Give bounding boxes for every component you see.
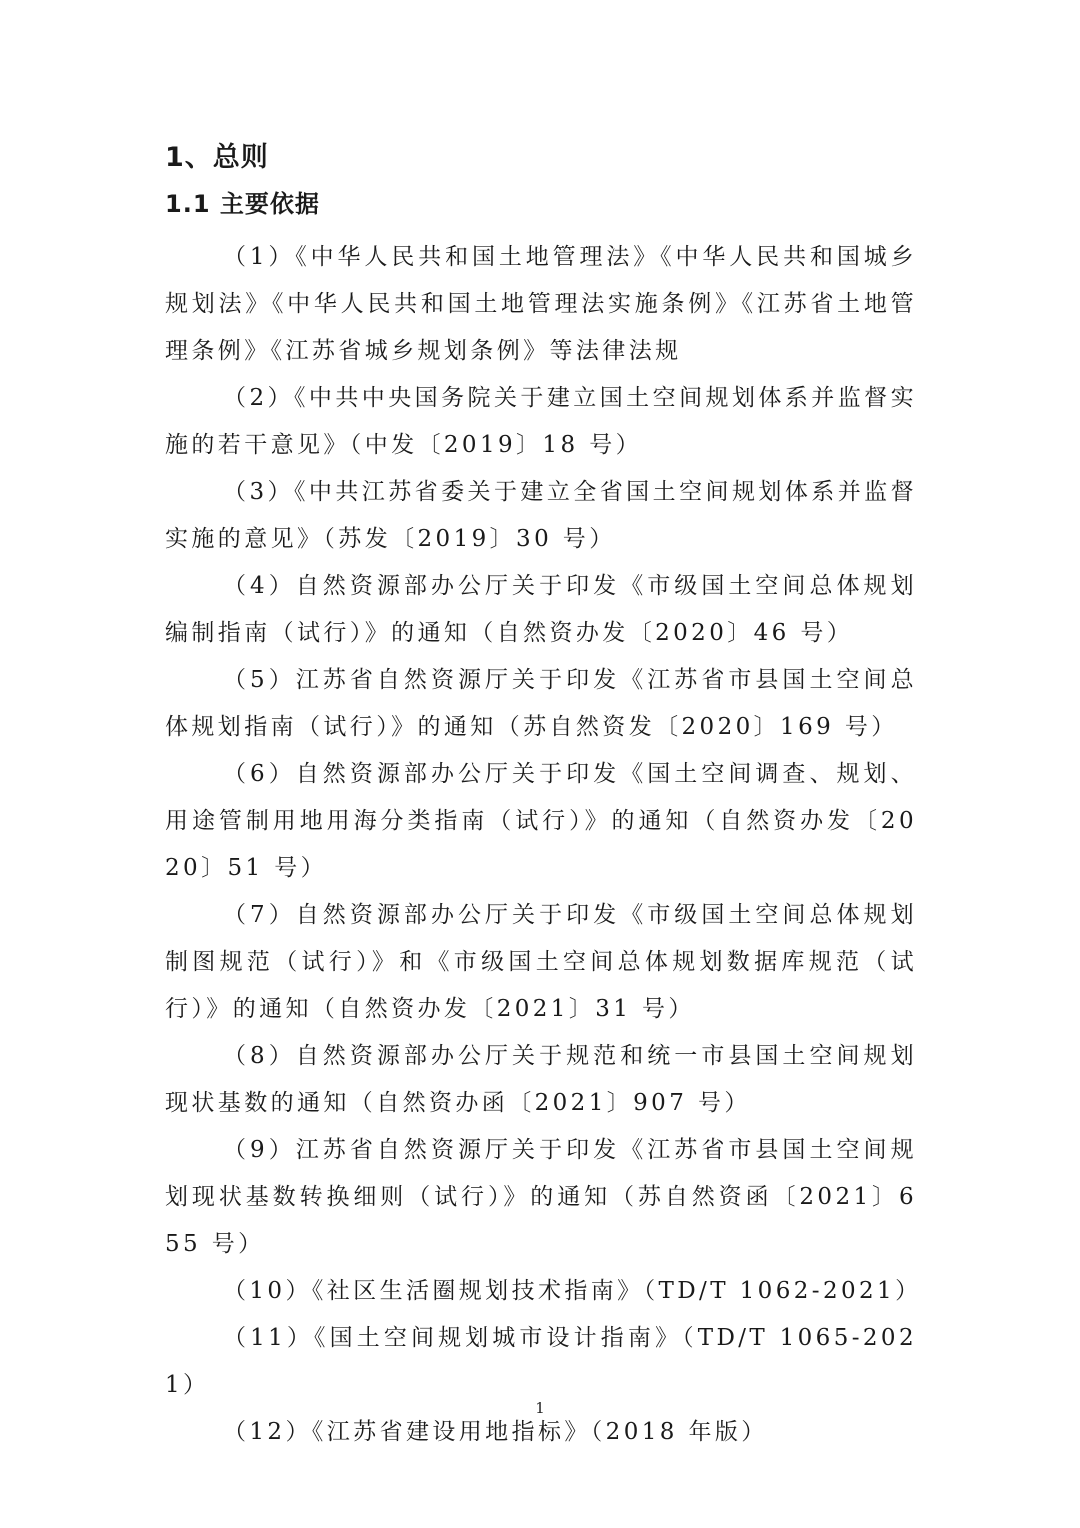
basis-item-1: （1）《中华人民共和国土地管理法》《中华人民共和国城乡规划法》《中华人民共和国土地管理法实施条例》《江苏省土地管理条例》《江苏省城乡规划条例》等法律法规 <box>165 244 917 364</box>
basis-item-3: （3）《中共江苏省委关于建立全省国土空间规划体系并监督实施的意见》（苏发〔2019〕30 号） <box>165 479 917 552</box>
basis-item-10: （10）《社区生活圈规划技术指南》（TD/T 1062-2021） <box>223 1278 922 1304</box>
basis-item-4: （4）自然资源部办公厅关于印发《市级国土空间总体规划编制指南（试行）》的通知（自然资办发〔2020〕46 号） <box>165 573 917 646</box>
basis-item-12: （12）《江苏省建设用地指标》（2018 年版） <box>223 1419 768 1445</box>
section-subtitle: 1.1 主要依据 <box>165 190 320 218</box>
section-title: 1、总则 <box>165 142 269 173</box>
basis-item-11: （11）《国土空间规划城市设计指南》（TD/T 1065-2021） <box>165 1325 917 1398</box>
basis-item-2: （2）《中共中央国务院关于建立国土空间规划体系并监督实施的若干意见》（中发〔2019〕18 号） <box>165 385 917 458</box>
basis-item-7: （7）自然资源部办公厅关于印发《市级国土空间总体规划制图规范（试行）》和《市级国土空间总体规划数据库规范（试行）》的通知（自然资办发〔2021〕31 号） <box>165 902 917 1022</box>
basis-item-5: （5）江苏省自然资源厅关于印发《江苏省市县国土空间总体规划指南（试行）》的通知（苏自然资发〔2020〕169 号） <box>165 667 917 740</box>
page-number: 1 <box>535 1399 545 1417</box>
basis-item-9: （9）江苏省自然资源厅关于印发《江苏省市县国土空间规划现状基数转换细则（试行）》的通知（苏自然资函〔2021〕655 号） <box>165 1137 917 1257</box>
basis-item-8: （8）自然资源部办公厅关于规范和统一市县国土空间规划现状基数的通知（自然资办函〔2021〕907 号） <box>165 1043 917 1116</box>
basis-item-6: （6）自然资源部办公厅关于印发《国土空间调查、规划、用途管制用地用海分类指南（试行）》的通知（自然资办发〔2020〕51 号） <box>165 761 917 881</box>
page-content <box>165 138 922 1456</box>
